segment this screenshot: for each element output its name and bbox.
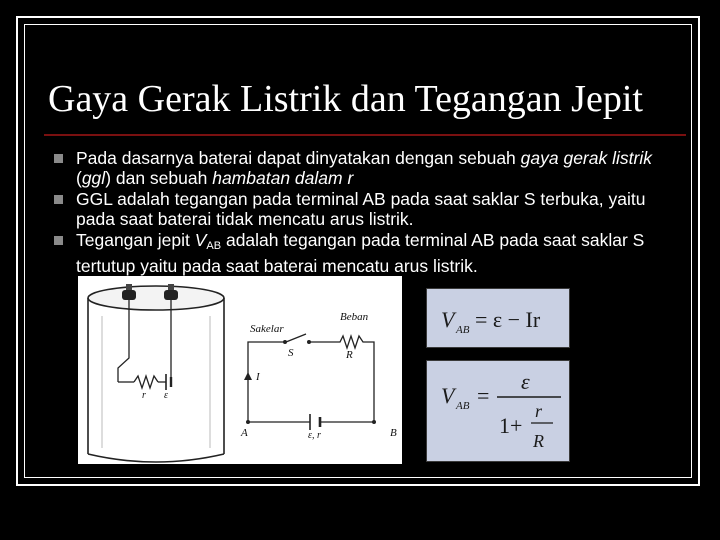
bullet-text: ) dan sebuah (105, 168, 213, 188)
external-circuit (248, 334, 374, 430)
bullet-text: adalah tegangan pada terminal AB pada saat saklar S tertutup yaitu pada saat baterai mencatu arus listrik. (76, 230, 645, 276)
node-a-dot (246, 420, 250, 424)
node-b-label: B (390, 427, 397, 439)
eq2-R: R (533, 431, 544, 451)
battery-cylinder (88, 286, 224, 462)
switch-contact-icon (283, 340, 287, 344)
load-label: Beban (340, 311, 369, 323)
source-label: ε, r (308, 430, 321, 441)
bullet-text: Pada dasarnya baterai dapat dinyatakan dengan sebuah (76, 148, 521, 168)
node-a-label: A (241, 427, 248, 439)
equation-voltage-ratio (426, 360, 570, 462)
circuit-diagram (78, 276, 402, 464)
eq2-r: r (535, 401, 543, 421)
square-bullet-icon (54, 195, 63, 204)
eq2-one-plus: 1+ (499, 413, 523, 438)
bullet-italic-text: ggl (81, 168, 106, 188)
eq2-numerator: ε (521, 369, 530, 394)
bullet-item (52, 189, 672, 229)
bullet-list (52, 148, 672, 277)
current-arrow-icon (244, 372, 252, 380)
switch-s-label: S (288, 347, 294, 359)
bullet-italic-text: gaya gerak listrik (520, 148, 652, 168)
bullet-item (52, 230, 672, 276)
switch-label: Sakelar (250, 323, 284, 335)
switch-contact-icon (307, 340, 311, 344)
bullet-italic-text: V (194, 230, 207, 250)
title-divider (44, 134, 686, 136)
battery-internal-wiring (118, 300, 171, 390)
eq1-rhs: = ε − Ir (475, 307, 541, 332)
square-bullet-icon (54, 236, 63, 245)
node-b-dot (372, 420, 376, 424)
eq1-v: V (441, 307, 455, 332)
bullet-text: ( (76, 168, 82, 188)
eq2-equals: = (477, 383, 490, 408)
bullet-text: Tegangan jepit (76, 230, 195, 250)
eq2-subscript: AB (456, 400, 470, 412)
equation-terminal-voltage (426, 288, 570, 348)
bullet-text: GGL adalah tegangan pada terminal AB pada saat saklar S terbuka, yaitu pada saat baterai tidak mencatu arus listrik. (76, 189, 646, 229)
current-i-label: I (256, 371, 260, 383)
slide-title: Gaya Gerak Listrik dan Tegangan Jepit (48, 78, 643, 120)
square-bullet-icon (54, 154, 63, 163)
load-r-label: R (346, 349, 353, 361)
bullet-item (52, 148, 672, 188)
eq2-v: V (441, 383, 455, 408)
battery-circuit-figure (78, 276, 402, 464)
bullet-italic-text: hambatan dalam r (212, 168, 354, 188)
battery-emf-label: ε (164, 390, 168, 401)
battery-r-label: r (142, 390, 146, 401)
bullet-subscript: AB (206, 240, 222, 252)
eq1-subscript: AB (456, 324, 470, 336)
